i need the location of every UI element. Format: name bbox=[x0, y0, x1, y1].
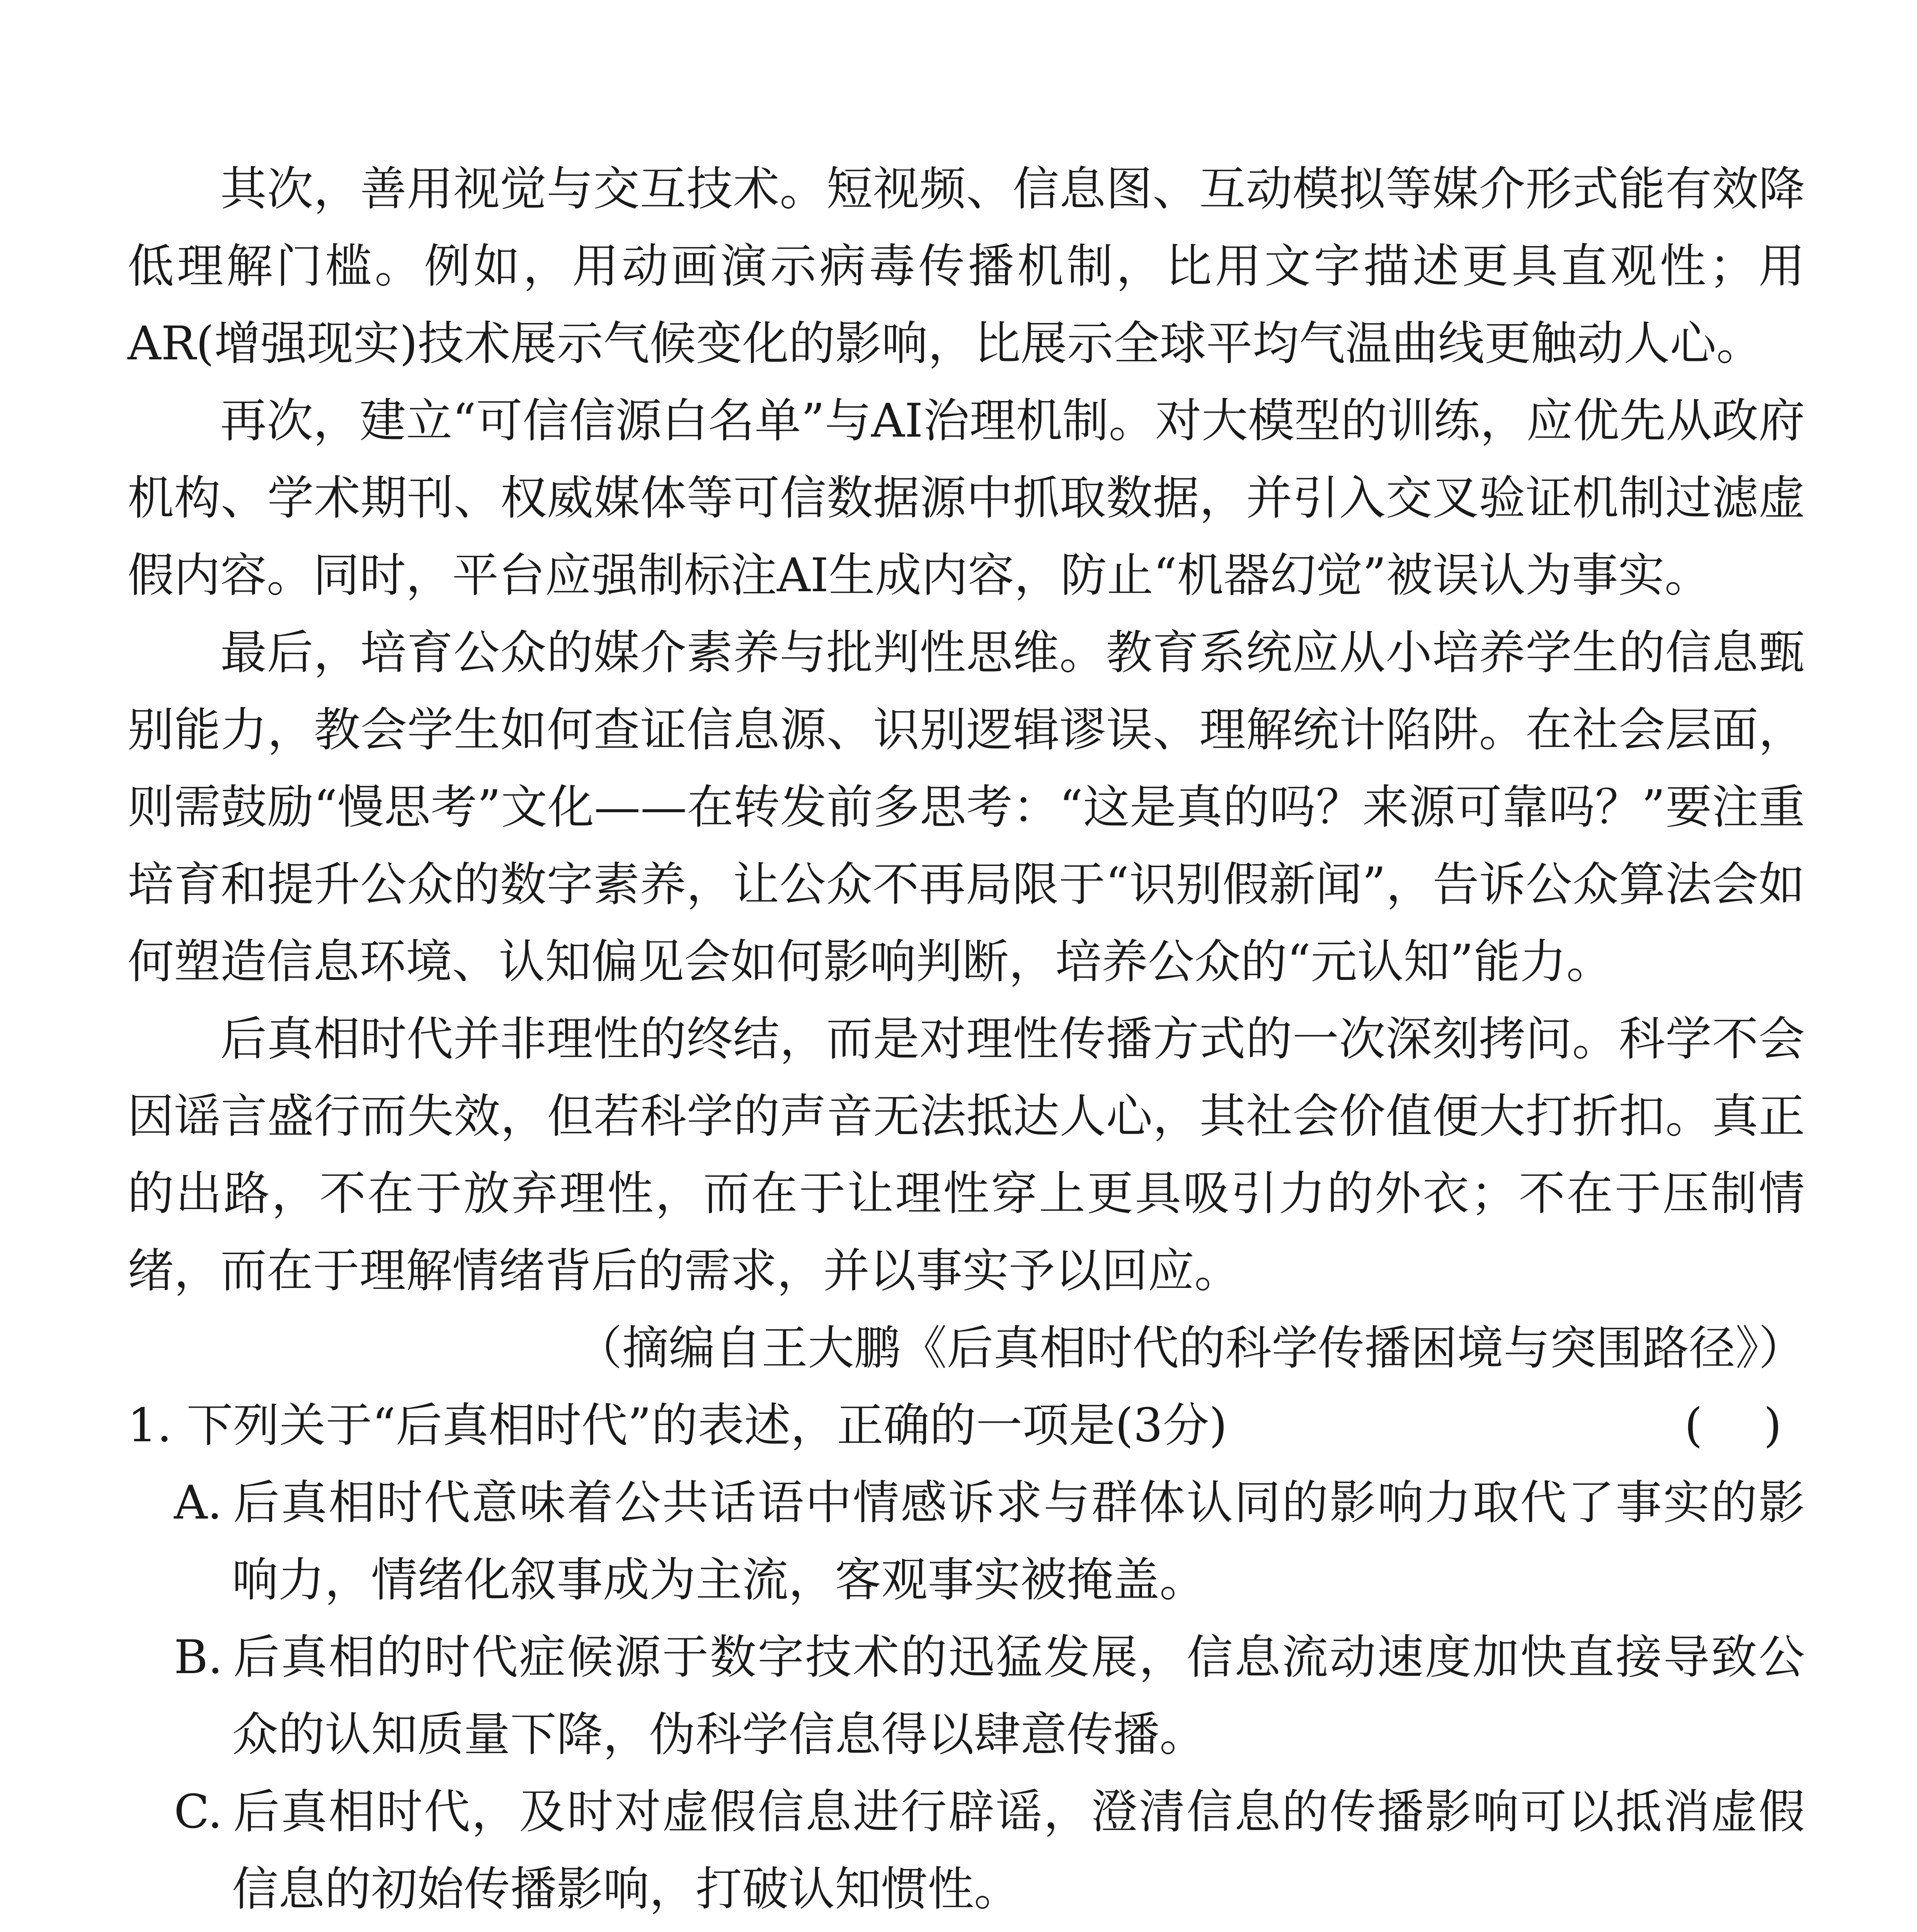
paragraph: 其次，善用视觉与交互技术。短视频、信息图、互动模拟等媒介形式能有效降低理解门槛。例如，用动画演示病毒传播机制，比用文字描述更具直观性；用AR(增强现实)技术展示气候变化的影响，比展示全球平均气温曲线更触动人心。 bbox=[128, 162, 1805, 371]
option-letter: A. bbox=[174, 1476, 222, 1530]
option-text: 后真相时代，及时对虚假信息进行辟谣，澄清信息的传播影响可以抵消虚假信息的初始传播影响，打破认知惯性。 bbox=[232, 1785, 1805, 1916]
paragraph: 再次，建立“可信信源白名单”与AI治理机制。对大模型的训练，应优先从政府机构、学术期刊、权威媒体等可信数据源中抓取数据，并引入交叉验证机制过滤虚假内容。同时，平台应强制标注AI生成内容，防止“机器幻觉”被误认为事实。 bbox=[128, 394, 1805, 602]
paragraph: 最后，培育公众的媒介素养与批判性思维。教育系统应从小培养学生的信息甄别能力，教会学生如何查证信息源、识别逻辑谬误、理解统计陷阱。在社会层面，则需鼓励“慢思考”文化——在转发前多思考：“这是真的吗？来源可靠吗？”要注重培育和提升公众的数字素养，让公众不再局限于“识别假新闻”，告诉公众算法会如何塑造信息环境、认知偏见会如何影响判断，培养公众的“元认知”能力。 bbox=[128, 626, 1805, 989]
option-letter bbox=[174, 1928, 232, 1932]
option-text: 后真相的时代症候源于数字技术的迅猛发展，信息流动速度加快直接导致公众的认知质量下降，伪科学信息得以肆意传播。 bbox=[232, 1631, 1805, 1762]
page-content bbox=[128, 151, 1805, 1932]
option-b bbox=[174, 1619, 1805, 1774]
source-citation: （摘编自王大鹏《后真相时代的科学传播困境与突围路径》） bbox=[576, 1321, 1805, 1375]
paragraph: 后真相时代并非理性的终结，而是对理性传播方式的一次深刻拷问。科学不会因谣言盛行而失效，但若科学的声音无法抵达人心，其社会价值便大打折扣。真正的出路，不在于放弃理性，而在于让理性穿上更具吸引力的外衣；不在于压制情绪，而在于理解情绪背后的需求，并以事实予以回应。 bbox=[128, 1012, 1805, 1298]
option-letter: C. bbox=[174, 1785, 223, 1839]
option-d bbox=[174, 1928, 1805, 1932]
question-1 bbox=[128, 1387, 1805, 1932]
answer-blank: ( ) bbox=[1684, 1399, 1805, 1452]
question-text: 1. 下列关于“后真相时代”的表述，正确的一项是(3分) bbox=[128, 1399, 1227, 1452]
option-letter: B. bbox=[174, 1631, 223, 1684]
question-stem bbox=[128, 1387, 1805, 1464]
option-c bbox=[174, 1774, 1805, 1928]
option-a bbox=[174, 1464, 1805, 1619]
option-text: 后真相时代意味着公共话语中情感诉求与群体认同的影响力取代了事实的影响力，情绪化叙事成为主流，客观事实被掩盖。 bbox=[232, 1476, 1805, 1607]
